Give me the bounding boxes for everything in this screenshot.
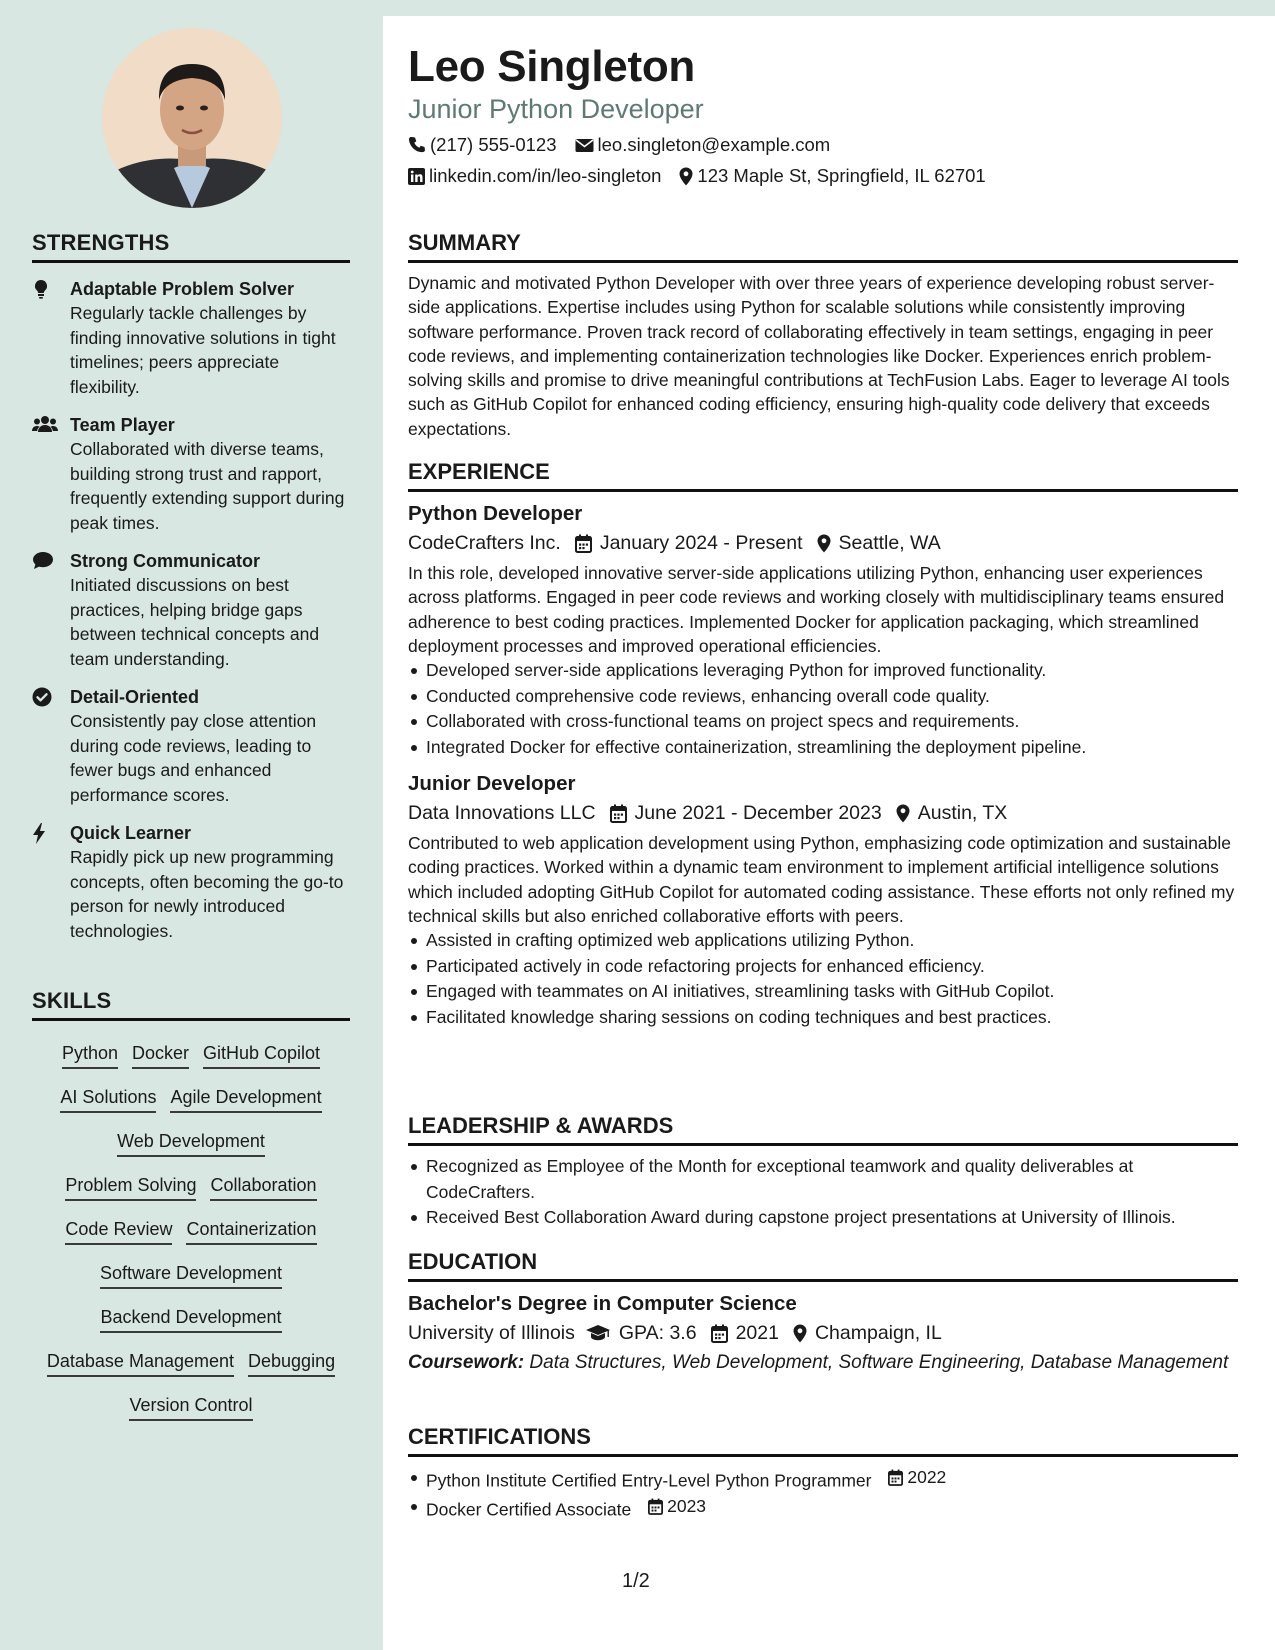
comment-icon [32, 551, 54, 570]
certification-name: Docker Certified Associate [426, 1499, 632, 1519]
skill-tag: Containerization [186, 1215, 316, 1245]
check-circle-icon [32, 687, 52, 707]
strength-title: Adaptable Problem Solver [70, 279, 295, 299]
skill-tag: Code Review [65, 1215, 172, 1245]
calendar-icon [610, 804, 627, 823]
degree-title: Bachelor's Degree in Computer Science [408, 1292, 797, 1315]
education-meta [408, 1318, 1238, 1348]
linkedin-text: linkedin.com/in/leo-singleton [429, 165, 662, 186]
skill-tag: AI Solutions [60, 1083, 156, 1113]
linkedin-icon [408, 168, 425, 185]
profile-photo [102, 28, 282, 208]
strength-title: Team Player [70, 415, 175, 435]
graduation-year: 2021 [735, 1322, 779, 1344]
strength-item [32, 277, 350, 399]
strength-desc: Regularly tackle challenges by finding innovative solutions in tight timelines; peers appreciate flexibility. [70, 303, 336, 397]
job-bullets [408, 928, 1238, 1030]
calendar-icon [711, 1324, 728, 1343]
skill-tag: Docker [132, 1039, 189, 1069]
contact-row-2 [408, 165, 1004, 187]
strength-desc: Collaborated with diverse teams, building strong trust and rapport, frequently extending support during peak times. [70, 439, 345, 533]
calendar-icon [575, 534, 592, 553]
candidate-title: Junior Python Developer [408, 94, 704, 124]
job-bullet: Developed server-side applications leveraging Python for improved functionality. [408, 658, 1238, 684]
skill-tag: Version Control [129, 1391, 252, 1421]
skill-tag: Debugging [248, 1347, 335, 1377]
job-role: Junior Developer [408, 772, 576, 796]
award-item: Received Best Collaboration Award during capstone project presentations at University of Illinois. [408, 1205, 1238, 1231]
certification-name: Python Institute Certified Entry-Level Python Programmer [426, 1470, 872, 1491]
summary-section [408, 230, 1238, 441]
certifications-section [408, 1424, 1238, 1523]
job-meta [408, 528, 1238, 558]
strength-item [32, 685, 350, 807]
job-bullet: Conducted comprehensive code reviews, enhancing overall code quality. [408, 684, 1238, 710]
address-text: 123 Maple St, Springfield, IL 62701 [697, 165, 986, 186]
certification-item [408, 1494, 1238, 1523]
map-marker-icon [817, 534, 831, 553]
lightbulb-icon [32, 279, 50, 299]
phone-text: (217) 555-0123 [430, 134, 557, 155]
certifications-list [408, 1465, 1238, 1523]
strength-title: Quick Learner [70, 823, 192, 843]
envelope-icon [575, 138, 594, 153]
skill-tag: Backend Development [100, 1303, 281, 1333]
calendar-icon [888, 1469, 903, 1486]
job-role: Python Developer [408, 502, 583, 525]
candidate-name: Leo Singleton [408, 42, 695, 91]
skill-tag: Agile Development [170, 1083, 321, 1113]
strength-title: Strong Communicator [70, 551, 261, 571]
strength-title: Detail-Oriented [70, 687, 200, 707]
coursework-text: Data Structures, Web Development, Software Engineering, Database Management [529, 1352, 1229, 1373]
job-description: In this role, developed innovative server-side applications utilizing Python, enhancing user experiences across platforms. Engaged in peer code reviews and working closely with multidisciplinary teams ensured adherence to best coding practices. Implemented Docker for application packaging, which streamlined deployment processes and improved operational efficiencies. [408, 563, 1225, 656]
skill-tag: Problem Solving [65, 1171, 196, 1201]
education-heading: EDUCATION [408, 1249, 1238, 1282]
certification-item [408, 1465, 1238, 1494]
job-dates: June 2021 - December 2023 [634, 802, 882, 825]
strength-item [32, 413, 350, 535]
job-meta [408, 798, 1238, 828]
bolt-icon [32, 823, 46, 844]
skills-heading: SKILLS [32, 988, 350, 1021]
users-icon [32, 415, 58, 433]
skill-tag: Web Development [117, 1127, 265, 1157]
job-bullet: Facilitated knowledge sharing sessions on coding techniques and best practices. [408, 1005, 1238, 1031]
job-bullet: Collaborated with cross-functional teams on project specs and requirements. [408, 709, 1238, 735]
email-text: leo.singleton@example.com [597, 134, 831, 155]
job-entry [408, 770, 1238, 1030]
job-location: Austin, TX [917, 802, 1008, 825]
strength-item [32, 821, 350, 943]
map-marker-icon [896, 804, 910, 823]
job-entry [408, 500, 1238, 760]
skill-tag: Software Development [100, 1259, 282, 1289]
job-bullet: Engaged with teammates on AI initiatives, streamlining tasks with GitHub Copilot. [408, 979, 1238, 1005]
awards-list [408, 1154, 1238, 1231]
school-location: Champaign, IL [814, 1322, 942, 1344]
contact-row-1 [408, 134, 848, 156]
phone-icon [408, 136, 426, 154]
graduation-cap-icon [585, 1324, 611, 1342]
award-item: Recognized as Employee of the Month for exceptional teamwork and quality deliverables at CodeCrafters. [408, 1154, 1238, 1205]
awards-heading: LEADERSHIP & AWARDS [408, 1113, 1238, 1146]
education-section [408, 1249, 1238, 1375]
strength-desc: Consistently pay close attention during code reviews, leading to fewer bugs and enhanced performance scores. [70, 711, 317, 805]
school-name: University of Illinois [408, 1322, 575, 1344]
calendar-icon [648, 1498, 663, 1515]
job-bullet: Assisted in crafting optimized web applications utilizing Python. [408, 928, 1238, 954]
map-marker-icon [679, 167, 693, 186]
certification-year: 2022 [907, 1467, 947, 1487]
skills-list [32, 1021, 350, 1421]
coursework-label: Coursework: [408, 1352, 525, 1373]
strength-desc: Initiated discussions on best practices, helping bridge gaps between technical concepts and team understanding. [70, 575, 320, 669]
page-number: 1/2 [622, 1570, 650, 1592]
job-description: Contributed to web application development using Python, emphasizing code optimization and sustainable coding practices. Worked within a dynamic team environment to implement artificial intelligence solutions which included adopting GitHub Copilot for automated coding assistance. These efforts not only refined my technical skills but also enriched collaborative efforts with peers. [408, 833, 1235, 927]
skill-tag: Collaboration [210, 1171, 316, 1201]
experience-section [408, 459, 1238, 1030]
skill-tag: GitHub Copilot [203, 1039, 320, 1069]
job-dates: January 2024 - Present [599, 532, 803, 554]
job-bullet: Participated actively in code refactoring projects for enhanced efficiency. [408, 954, 1238, 980]
job-bullets [408, 658, 1238, 760]
sidebar [0, 0, 383, 1650]
certification-year: 2023 [667, 1495, 707, 1516]
summary-heading: SUMMARY [408, 230, 1238, 263]
strengths-heading: STRENGTHS [32, 230, 350, 263]
job-bullet: Integrated Docker for effective containerization, streamlining the deployment pipeline. [408, 735, 1238, 761]
gpa-text: GPA: 3.6 [618, 1322, 697, 1344]
job-company: CodeCrafters Inc. [408, 532, 561, 554]
job-location: Seattle, WA [838, 532, 941, 554]
skills-section [32, 988, 350, 1435]
experience-heading: EXPERIENCE [408, 459, 1238, 492]
certifications-heading: CERTIFICATIONS [408, 1424, 1238, 1457]
job-company: Data Innovations LLC [408, 802, 596, 825]
awards-section [408, 1113, 1238, 1231]
main-content [383, 16, 1275, 1650]
strength-item [32, 549, 350, 671]
skill-tag: Python [62, 1039, 118, 1069]
map-marker-icon [793, 1324, 807, 1343]
coursework [408, 1351, 1238, 1375]
avatar [102, 28, 282, 208]
strengths-section [32, 230, 350, 943]
summary-text: Dynamic and motivated Python Developer with over three years of experience developing robust server-side applications. Expertise includes using Python for scalable solutions while consistently improving software performance. Proven track record of collaborating effectively in team settings, engaging in peer code reviews, and implementing containerization technologies like Docker. Experiences enrich problem-solving skills and promise to drive meaningful contributions at TechFusion Labs. Eager to leverage AI tools such as GitHub Copilot for enhanced coding efficiency, ensuring high-quality code delivery that exceeds expectations. [408, 273, 1230, 439]
skill-tag: Database Management [47, 1347, 234, 1377]
strength-desc: Rapidly pick up new programming concepts, often becoming the go-to person for newly introduced technologies. [70, 847, 344, 941]
